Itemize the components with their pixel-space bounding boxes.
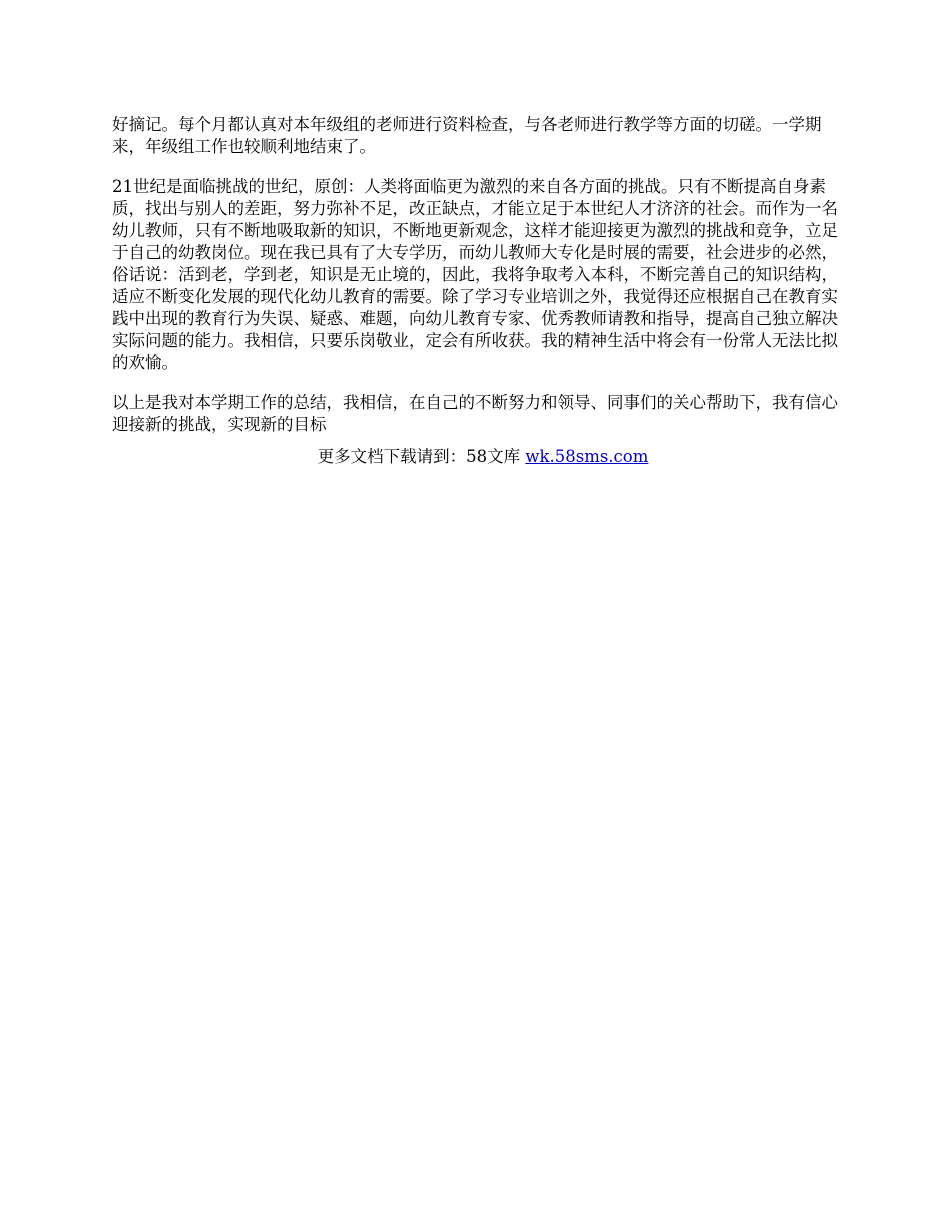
paragraph-challenges: 21世纪是面临挑战的世纪，原创：人类将面临更为激烈的来自各方面的挑战。只有不断提高自身素质，找出与别人的差距，努力弥补不足，改正缺点，才能立足于本世纪人才济济的社会。而作为一名幼儿教师，只有不断地吸取新的知识，不断地更新观念，这样才能迎接更为激烈的挑战和竞争，立足于自己的幼教岗位。现在我已具有了大专学历，而幼儿教师大专化是时展的需要，社会进步的必然，俗话说：活到老，学到老，知识是无止境的，因此，我将争取考入本科，不断完善自己的知识结构，适应不断变化发展的现代化幼儿教育的需要。除了学习专业培训之外，我觉得还应根据自己在教育实践中出现的教育行为失误、疑惑、难题，向幼儿教育专家、优秀教师请教和指导，提高自己独立解决实际问题的能力。我相信，只要乐岗敬业，定会有所收获。我的精神生活中将会有一份常人无法比拟的欢愉。: [112, 177, 838, 372]
footer-link[interactable]: wk.58sms.com: [525, 447, 649, 466]
document-body: [112, 114, 854, 468]
footer-prefix-text: 更多文档下载请到：58文库: [317, 447, 526, 466]
footer-download-note: [112, 446, 854, 468]
paragraph-intro: 好摘记。每个月都认真对本年级组的老师进行资料检查，与各老师进行教学等方面的切磋。一学期来，年级组工作也较顺利地结束了。: [112, 115, 822, 156]
paragraph-conclusion: 以上是我对本学期工作的总结，我相信，在自己的不断努力和领导、同事们的关心帮助下，我有信心迎接新的挑战，实现新的目标: [112, 393, 838, 434]
